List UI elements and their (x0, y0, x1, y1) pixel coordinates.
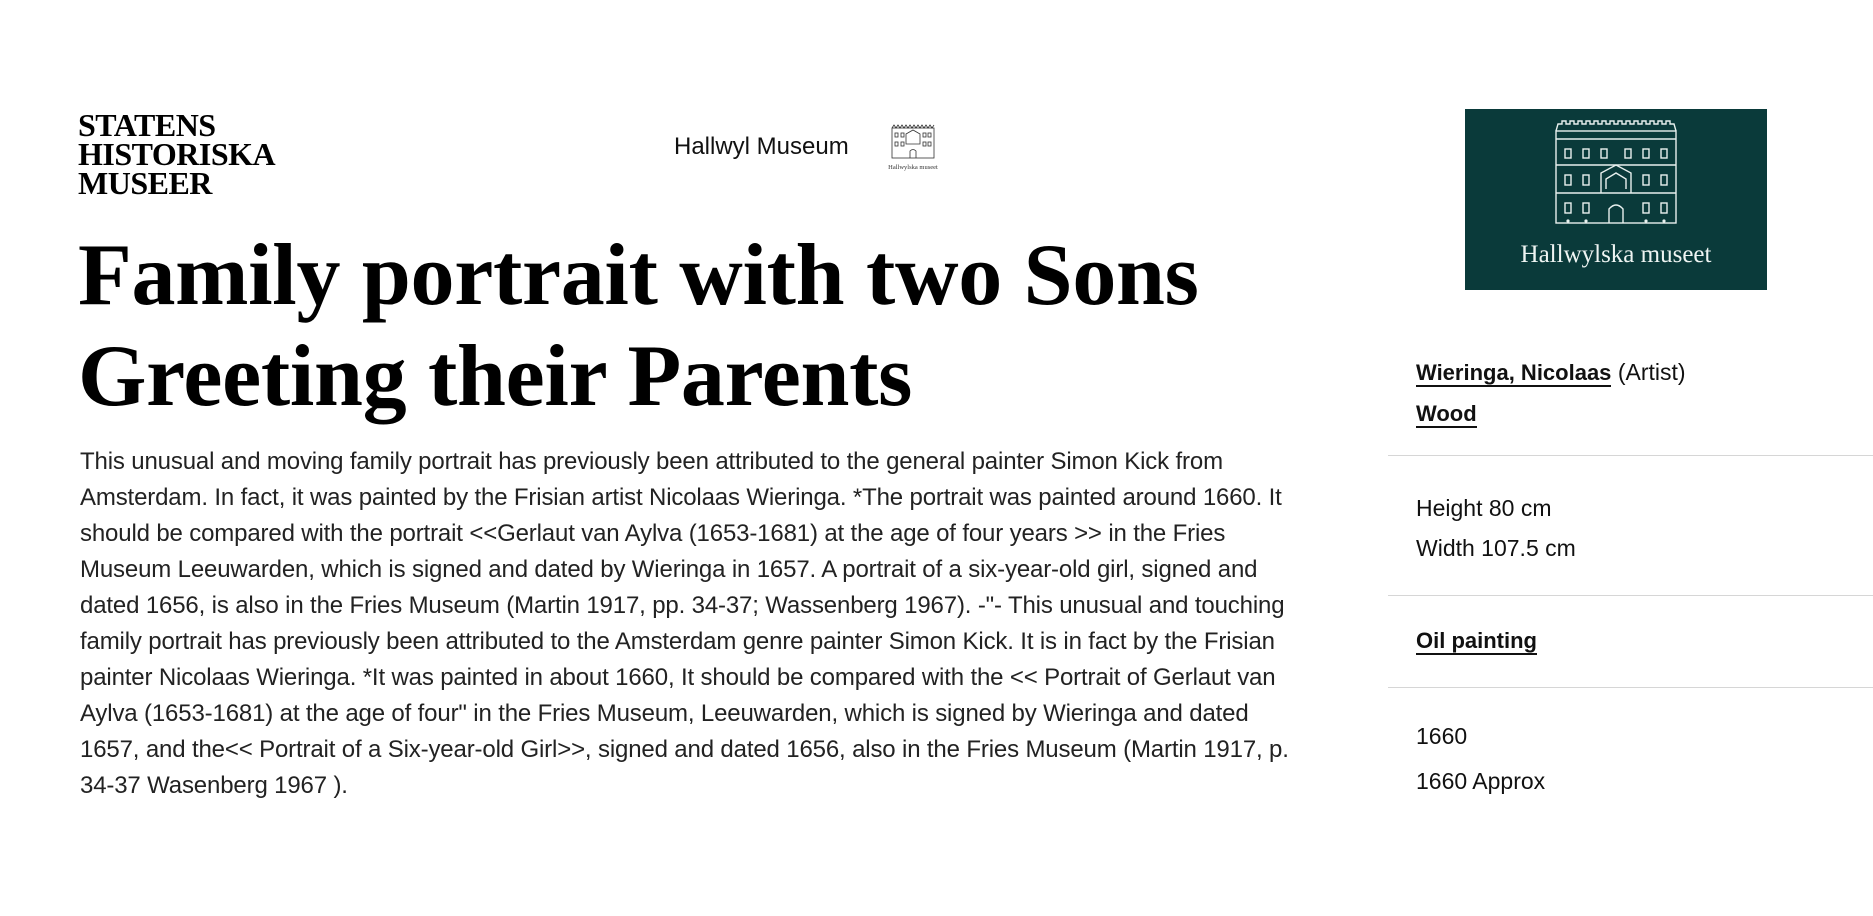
artist-section (1388, 352, 1873, 456)
shm-logo-line-3: MUSEER (78, 165, 212, 201)
artist-line (1416, 352, 1873, 393)
museum-name[interactable]: Hallwyl Museum (674, 133, 849, 160)
artwork-title: Family portrait with two Sons Greeting their Parents (78, 227, 1199, 425)
shm-logo-line-1: STATENS (78, 107, 216, 143)
date-section (1388, 688, 1873, 804)
artist-role: (Artist) (1617, 359, 1686, 385)
details-panel (1388, 352, 1873, 804)
hallwyl-mini-logo (880, 120, 946, 174)
material-link[interactable]: Wood (1416, 401, 1477, 426)
object-type-line (1416, 620, 1873, 661)
material-line (1416, 393, 1873, 434)
object-type-section (1388, 596, 1873, 688)
shm-logo[interactable] (78, 107, 276, 201)
artwork-description: This unusual and moving family portrait has previously been attributed to the general painter Simon Kick from Amsterdam. In fact, it was painted by the Frisian artist Nicolaas Wieringa. *The portrait was painted around 1660. It should be compared with the portrait <<Gerlaut van Aylva (1653-1681) at the age of four years >> in the Fries Museum Leeuwarden, which is signed and dated by Wieringa in 1657. A portrait of a six-year-old girl, signed and dated 1656, is also in the Fries Museum (Martin 1917, pp. 34-37; Wassenberg 1967). -"- This unusual and touching family portrait has previously been attributed to the Amsterdam genre painter Simon Kick. It is in fact by the Frisian painter Nicolaas Wieringa. *It was painted in about 1660, It should be compared with the << Portrait of Gerlaut van Aylva (1653-1681) at the age of four" in the Fries Museum, Leeuwarden, which is signed by Wieringa and dated 1657, and the<< Portrait of a Six-year-old Girl>>, signed and dated 1656, also in the Fries Museum (Martin 1917, p. 34-37 Wasenberg 1967 ). (80, 448, 1289, 799)
height-value: Height 80 cm (1416, 495, 1552, 521)
mini-logo-caption: Hallwylska museet (888, 164, 938, 171)
width-value: Width 107.5 cm (1416, 535, 1576, 561)
badge-caption: Hallwylska museet (1520, 241, 1712, 268)
object-type-link[interactable]: Oil painting (1416, 628, 1537, 653)
hallwylska-museet-logo (1465, 109, 1767, 290)
date-approx-value: 1660 Approx (1416, 768, 1546, 794)
artist-link[interactable]: Wieringa, Nicolaas (1416, 360, 1612, 385)
date-value: 1660 (1416, 723, 1468, 749)
dimensions-section (1388, 456, 1873, 596)
shm-logo-line-2: HISTORISKA (78, 136, 276, 172)
